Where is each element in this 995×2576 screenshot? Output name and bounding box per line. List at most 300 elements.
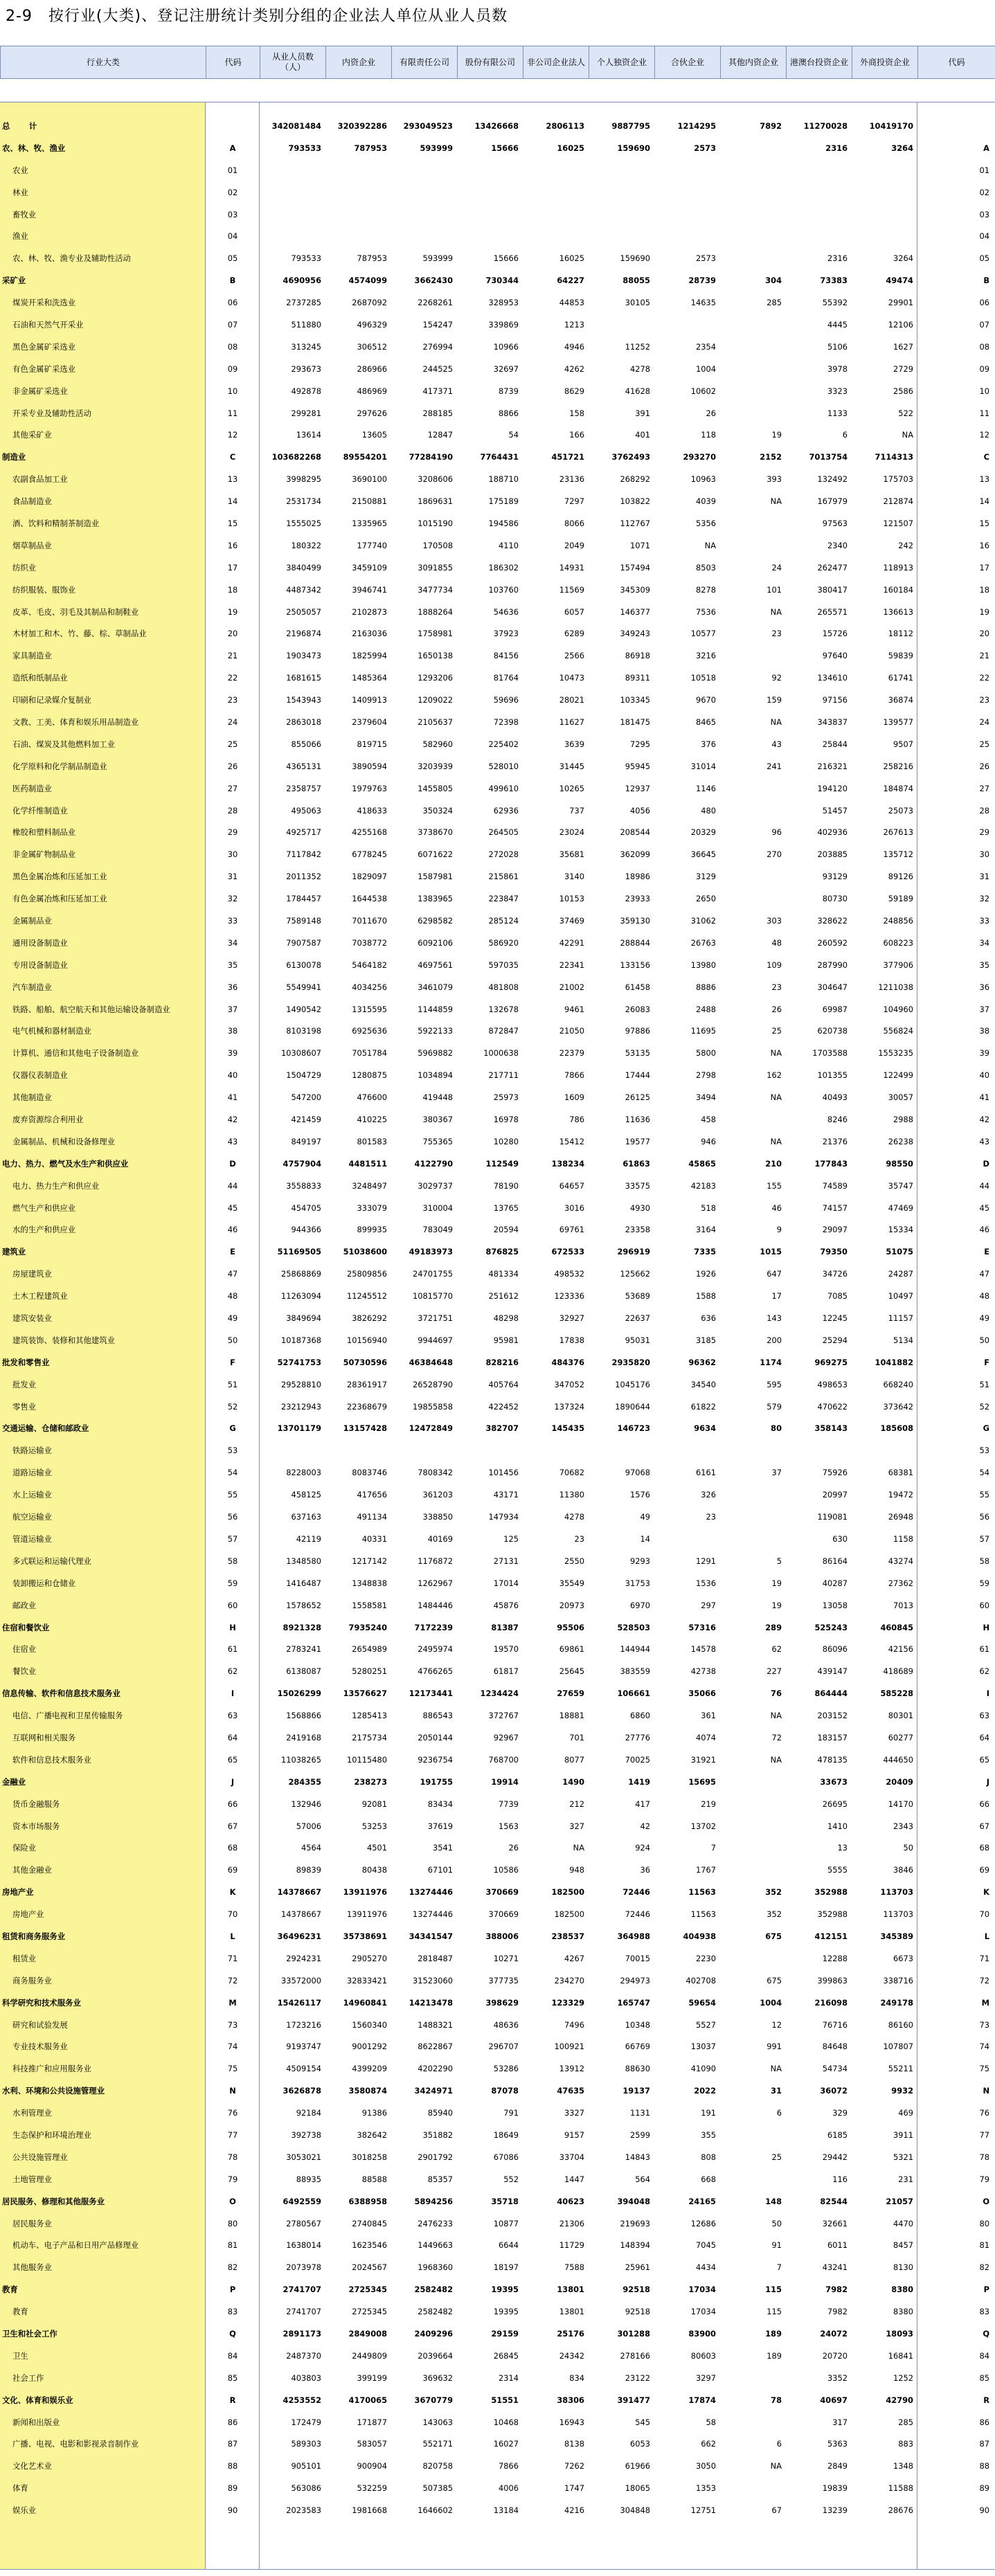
code-cell: K — [229, 1887, 236, 1898]
value-cell: 2741707 — [286, 2307, 321, 2317]
code-right-cell: 16 — [979, 540, 989, 550]
value-cell: 11263094 — [281, 1291, 321, 1301]
value-cell: 170508 — [422, 540, 453, 550]
value-cell: 1576 — [630, 1490, 650, 1500]
value-cell: 70025 — [625, 1754, 650, 1765]
value-cell: 53689 — [625, 1291, 650, 1301]
value-cell: 556824 — [883, 1026, 913, 1036]
value-cell: 9293 — [630, 1556, 650, 1566]
table-row — [0, 115, 995, 137]
code-cell: 37 — [227, 1004, 238, 1014]
value-cell: 1623546 — [352, 2240, 387, 2251]
value-cell: 109 — [767, 960, 782, 970]
table-row — [0, 1197, 995, 1219]
value-cell: 19 — [771, 430, 782, 440]
value-cell: 595 — [767, 1379, 782, 1389]
value-cell: 1968360 — [418, 2262, 453, 2273]
value-cell: 60277 — [888, 1732, 913, 1742]
value-cell: 293673 — [291, 363, 321, 374]
value-cell — [720, 2367, 786, 2389]
value-cell: 3890594 — [352, 761, 387, 771]
value-cell: 1252 — [893, 2372, 913, 2383]
code-right-cell: 81 — [979, 2240, 989, 2251]
value-cell: 294973 — [620, 1975, 650, 1985]
value-cell: 361 — [701, 1711, 716, 1721]
code-right-cell: 44 — [979, 1180, 989, 1191]
value-cell: 3762493 — [611, 452, 650, 462]
industry-name-cell: 教育 — [12, 2307, 28, 2317]
table-row — [0, 1329, 995, 1351]
value-cell: 15412 — [559, 1136, 584, 1146]
value-cell: 306512 — [357, 341, 387, 352]
value-cell: 647 — [767, 1269, 782, 1279]
value-cell: 3164 — [696, 1225, 716, 1235]
value-cell: 9001292 — [352, 2042, 387, 2052]
value-cell: 26948 — [888, 1512, 913, 1522]
code-cell: 35 — [227, 960, 238, 970]
value-cell: 123336 — [554, 1291, 584, 1301]
value-cell: 72446 — [622, 1887, 650, 1898]
value-cell: 26125 — [625, 1092, 650, 1103]
value-cell: 1578652 — [286, 1600, 321, 1610]
header-table — [0, 46, 995, 79]
value-cell: 1280875 — [352, 1070, 387, 1081]
value-cell: 10187368 — [281, 1335, 321, 1345]
table-row — [0, 1572, 995, 1594]
value-cell: 177843 — [814, 1158, 848, 1169]
code-cell: 33 — [227, 916, 238, 926]
value-cell: 37619 — [427, 1821, 453, 1831]
value-cell: 7 — [776, 2262, 782, 2273]
value-cell: 62936 — [493, 805, 519, 816]
value-cell: 35066 — [688, 1688, 716, 1699]
value-cell: 793533 — [288, 143, 321, 153]
table-row — [0, 800, 995, 822]
table-row — [0, 1175, 995, 1197]
value-cell: 2011352 — [286, 872, 321, 882]
table-row — [0, 777, 995, 800]
value-cell — [720, 534, 786, 557]
value-cell: 40287 — [822, 1578, 848, 1588]
value-cell: 303 — [767, 916, 782, 926]
value-cell: 1004 — [760, 1997, 782, 2008]
value-cell: 36 — [640, 1865, 650, 1875]
code-cell: 79 — [227, 2174, 238, 2184]
value-cell: 392738 — [291, 2129, 321, 2140]
value-cell: 248856 — [883, 916, 913, 926]
code-right-cell: R — [983, 2395, 989, 2405]
value-cell: 55392 — [822, 298, 848, 308]
value-cell: 4574099 — [348, 276, 387, 286]
code-cell: 67 — [227, 1821, 238, 1831]
table-row — [0, 2345, 995, 2367]
value-cell: 125 — [503, 1533, 519, 1544]
value-cell — [523, 181, 589, 204]
value-cell: 92 — [771, 673, 782, 683]
value-cell: 582960 — [422, 739, 453, 749]
code-cell: Q — [229, 2329, 236, 2339]
value-cell: 380417 — [817, 584, 848, 595]
value-cell: 1133 — [827, 408, 848, 418]
code-cell: 58 — [227, 1556, 238, 1566]
value-cell: 10153 — [559, 894, 584, 904]
value-cell: 36645 — [690, 849, 716, 860]
value-cell: 1646602 — [418, 2505, 453, 2516]
value-cell: 24072 — [820, 2329, 848, 2339]
value-cell: 370669 — [485, 1887, 519, 1898]
value-cell: 103345 — [620, 695, 650, 705]
value-cell: 85940 — [427, 2108, 453, 2118]
code-right-cell: 61 — [979, 1644, 989, 1655]
value-cell: 89311 — [625, 673, 650, 683]
value-cell: 95945 — [625, 761, 650, 771]
value-cell: 362099 — [620, 849, 650, 860]
value-cell: 481808 — [488, 982, 519, 992]
code-right-cell: C — [983, 452, 989, 462]
industry-name-cell: 资本市场服务 — [12, 1821, 60, 1831]
value-cell: 89554201 — [343, 452, 387, 462]
value-cell: 31445 — [559, 761, 584, 771]
header-joint-stock: 股份有限公司 — [458, 46, 523, 79]
value-cell: 265571 — [817, 606, 848, 617]
code-cell — [206, 115, 260, 137]
value-cell: 97563 — [822, 518, 848, 528]
value-cell: 9634 — [694, 1423, 716, 1434]
value-cell: 14378667 — [281, 1909, 321, 1920]
value-cell: 8278 — [696, 584, 716, 595]
industry-name-cell: 文化、体育和娱乐业 — [2, 2395, 73, 2405]
value-cell: 2316 — [825, 143, 848, 153]
value-cell: 1015 — [760, 1247, 782, 1257]
value-cell: 383559 — [620, 1666, 650, 1677]
value-cell: 26763 — [690, 937, 716, 948]
value-cell: 8921328 — [283, 1622, 321, 1632]
value-cell: 34540 — [690, 1379, 716, 1389]
industry-name-cell: 黑色金属矿采选业 — [12, 341, 76, 352]
value-cell: 1504729 — [286, 1070, 321, 1081]
value-cell: 92081 — [361, 1799, 387, 1809]
value-cell: 1419 — [628, 1776, 650, 1787]
value-cell — [720, 1859, 786, 1881]
value-cell: 17034 — [688, 2285, 716, 2295]
value-cell: 352 — [767, 1909, 782, 1920]
table-row — [0, 557, 995, 579]
value-cell: 499610 — [488, 783, 519, 793]
header-industry: 行业大类 — [1, 46, 206, 79]
value-cell: 418689 — [883, 1666, 913, 1677]
code-right-cell: 41 — [979, 1092, 989, 1103]
value-cell: 9193747 — [286, 2042, 321, 2052]
value-cell: 189 — [767, 2350, 782, 2361]
value-cell: 412151 — [814, 1931, 848, 1941]
value-cell — [325, 204, 391, 226]
value-cell: 2343 — [893, 1821, 913, 1831]
value-cell: 2340 — [827, 540, 848, 550]
value-cell: 37469 — [559, 916, 584, 926]
value-cell: 182500 — [554, 1909, 584, 1920]
value-cell: 91386 — [361, 2108, 387, 2118]
value-cell: 81387 — [491, 1622, 519, 1632]
industry-name-cell: 软件和信息技术服务业 — [12, 1754, 91, 1765]
table-row — [0, 1131, 995, 1153]
code-cell: 52 — [227, 1401, 238, 1412]
value-cell: 783049 — [422, 1225, 453, 1235]
value-cell: 8246 — [827, 1115, 848, 1125]
value-cell: 40169 — [427, 1533, 453, 1544]
industry-name-cell: 有色金属矿采选业 — [12, 363, 76, 374]
code-right-cell: 74 — [979, 2042, 989, 2052]
code-right-cell: 54 — [979, 1468, 989, 1478]
code-cell: 06 — [227, 298, 238, 308]
code-right-cell: 03 — [979, 209, 989, 219]
value-cell: 3738670 — [418, 827, 453, 838]
value-cell: 19472 — [888, 1490, 913, 1500]
code-right-cell: 19 — [979, 606, 989, 617]
code-cell: L — [230, 1931, 235, 1941]
code-right-cell: 45 — [979, 1203, 989, 1213]
code-right-cell: 72 — [979, 1975, 989, 1985]
value-cell: 328953 — [488, 298, 519, 308]
value-cell — [457, 1439, 523, 1461]
value-cell: 338850 — [422, 1512, 453, 1522]
value-cell: 10963 — [690, 474, 716, 485]
code-right-cell: N — [983, 2086, 989, 2096]
value-cell: 2022 — [694, 2086, 716, 2096]
page-title: 2-9 按行业(大类)、登记注册统计类别分组的企业法人单位从业人员数 — [6, 8, 508, 25]
value-cell: 10577 — [690, 629, 716, 639]
code-cell: P — [229, 2285, 236, 2295]
value-cell — [654, 181, 720, 204]
table-row — [0, 1594, 995, 1616]
code-right-cell: 26 — [979, 761, 989, 771]
value-cell: 194120 — [817, 783, 848, 793]
table-row — [0, 2168, 995, 2190]
value-cell: 162 — [767, 1070, 782, 1081]
industry-name-cell: 畜牧业 — [12, 209, 37, 219]
value-cell: 4946 — [564, 341, 584, 352]
value-cell — [720, 1108, 786, 1131]
table-row — [0, 1903, 995, 1925]
value-cell: 458125 — [291, 1490, 321, 1500]
value-cell: 59696 — [493, 695, 519, 705]
industry-name-cell: 文教、工美、体育和娱乐用品制造业 — [12, 717, 139, 727]
code-right-cell: 90 — [979, 2505, 989, 2516]
value-cell — [720, 2124, 786, 2146]
value-cell — [720, 512, 786, 534]
value-cell: 7038772 — [352, 937, 387, 948]
value-cell: 42156 — [888, 1644, 913, 1655]
value-cell: 13157428 — [343, 1423, 387, 1434]
value-cell: 24287 — [888, 1269, 913, 1279]
table-row — [0, 1793, 995, 1815]
value-cell: 13 — [837, 1843, 848, 1853]
value-cell: 4399209 — [352, 2064, 387, 2074]
value-cell: 26 — [771, 1004, 782, 1014]
industry-name-cell: 租赁业 — [12, 1953, 37, 1963]
value-cell — [720, 159, 786, 181]
value-cell: 5549941 — [286, 982, 321, 992]
value-cell: 2798 — [696, 1070, 716, 1081]
value-cell: 1488321 — [418, 2019, 453, 2030]
table-row — [0, 1461, 995, 1484]
value-cell: 23 — [771, 982, 782, 992]
value-cell: 144944 — [620, 1644, 650, 1655]
value-cell — [589, 204, 654, 226]
code-cell: 04 — [227, 231, 238, 242]
value-cell: 19577 — [625, 1136, 650, 1146]
code-right-cell: 15 — [979, 518, 989, 528]
value-cell: 828216 — [485, 1357, 519, 1367]
code-right-cell: A — [983, 143, 989, 153]
value-cell: 10265 — [559, 783, 584, 793]
value-cell: 3129 — [696, 872, 716, 882]
value-cell: 2024567 — [352, 2262, 387, 2273]
industry-name-cell: 居民服务、修理和其他服务业 — [2, 2196, 105, 2206]
value-cell: 2741707 — [283, 2285, 321, 2295]
value-cell: 2924231 — [286, 1953, 321, 1963]
value-cell: 399863 — [817, 1975, 848, 1985]
value-cell: 7536 — [696, 606, 716, 617]
code-cell: 40 — [227, 1070, 238, 1081]
value-cell: 69761 — [559, 1225, 584, 1235]
industry-name-cell: 电力、热力、燃气及水生产和供应业 — [2, 1158, 129, 1169]
code-cell: 24 — [227, 717, 238, 727]
value-cell: 4930 — [630, 1203, 650, 1213]
value-cell: 115 — [767, 2307, 782, 2317]
industry-name-cell: 房地产业 — [12, 1909, 44, 1920]
value-cell: 104960 — [883, 1004, 913, 1014]
value-cell: 12288 — [822, 1953, 848, 1963]
value-cell: 2650 — [696, 894, 716, 904]
value-cell: 2039664 — [418, 2350, 453, 2361]
value-cell: 32833421 — [347, 1975, 387, 1985]
value-cell — [391, 1439, 457, 1461]
value-cell: 74157 — [822, 1203, 848, 1213]
value-cell: 31753 — [625, 1578, 650, 1588]
header-domestic: 内资企业 — [326, 46, 392, 79]
value-cell: 2780567 — [286, 2218, 321, 2228]
value-cell: 19395 — [493, 2307, 519, 2317]
value-cell: 18881 — [559, 1711, 584, 1721]
code-right-cell: 47 — [979, 1269, 989, 1279]
value-cell: 36496231 — [277, 1931, 321, 1941]
value-cell: 1158 — [893, 1533, 913, 1544]
value-cell: 1000638 — [483, 1048, 519, 1059]
value-cell: 8066 — [564, 518, 584, 528]
value-cell: 17838 — [559, 1335, 584, 1345]
value-cell: 2783241 — [286, 1644, 321, 1655]
code-right-cell: 29 — [979, 827, 989, 838]
code-cell: 73 — [227, 2019, 238, 2030]
value-cell — [720, 2168, 786, 2190]
value-cell: 10271 — [493, 1953, 519, 1963]
value-cell: 112767 — [620, 518, 650, 528]
value-cell: 6289 — [564, 629, 584, 639]
value-cell: 6492559 — [283, 2196, 321, 2206]
value-cell: 25176 — [557, 2329, 584, 2339]
value-cell: 74589 — [822, 1180, 848, 1191]
value-cell: 547200 — [291, 1092, 321, 1103]
table-row — [0, 204, 995, 226]
value-cell: 293270 — [683, 452, 716, 462]
value-cell: 7866 — [564, 1070, 584, 1081]
value-cell: 98550 — [886, 1158, 913, 1169]
value-cell: 2573 — [696, 253, 716, 264]
code-right-cell: 05 — [979, 253, 989, 264]
value-cell: 3029737 — [418, 1180, 453, 1191]
value-cell: 528010 — [488, 761, 519, 771]
value-cell: 1214295 — [677, 120, 716, 131]
table-row — [0, 336, 995, 358]
value-cell: 451721 — [551, 452, 584, 462]
industry-name-cell: 铁路运输业 — [12, 1445, 52, 1456]
value-cell — [786, 225, 852, 247]
value-cell: 2725345 — [348, 2285, 387, 2295]
value-cell: 43241 — [822, 2262, 848, 2273]
industry-name-cell: 汽车制造业 — [12, 982, 52, 992]
value-cell: 11563 — [688, 1887, 716, 1898]
code-cell: O — [229, 2196, 236, 2206]
value-cell: 14635 — [690, 298, 716, 308]
value-cell: 36072 — [820, 2086, 848, 2096]
table-row — [0, 2256, 995, 2278]
value-cell — [720, 314, 786, 336]
value-cell: 67101 — [427, 1865, 453, 1875]
table-row — [0, 689, 995, 711]
value-cell: 119081 — [817, 1512, 848, 1522]
value-cell: 13239 — [822, 2505, 848, 2516]
code-cell: 48 — [227, 1291, 238, 1301]
value-cell: 2582482 — [418, 2307, 453, 2317]
value-cell: 4278 — [630, 363, 650, 374]
value-cell: 112549 — [485, 1158, 519, 1169]
value-cell: 946 — [701, 1136, 716, 1146]
table-row — [0, 1704, 995, 1727]
value-cell — [720, 1439, 786, 1461]
value-cell: 31523060 — [413, 1975, 453, 1985]
value-cell: 2740845 — [352, 2218, 387, 2228]
code-right-cell: P — [983, 2285, 989, 2295]
code-cell: N — [229, 2086, 236, 2096]
value-cell: 284355 — [288, 1776, 321, 1787]
table-row — [0, 822, 995, 844]
industry-name-cell: 科学研究和技术服务业 — [2, 1997, 81, 2008]
table-row — [0, 358, 995, 380]
value-cell: 95981 — [493, 1335, 519, 1345]
value-cell: 3323 — [827, 386, 848, 396]
value-cell: 88935 — [296, 2174, 321, 2184]
value-cell: 51457 — [822, 805, 848, 816]
code-right-cell: E — [984, 1247, 989, 1257]
value-cell: 2449809 — [352, 2350, 387, 2361]
value-cell: 42738 — [690, 1666, 716, 1677]
value-cell: 498653 — [817, 1379, 848, 1389]
value-cell: 23122 — [625, 2372, 650, 2383]
value-cell: 1209022 — [418, 695, 453, 705]
table-row — [0, 645, 995, 667]
value-cell: 3670779 — [414, 2395, 453, 2405]
value-cell: 1291 — [696, 1556, 716, 1566]
value-cell: 304848 — [620, 2505, 650, 2516]
value-cell: 86096 — [822, 1644, 848, 1655]
value-cell: 172479 — [291, 2417, 321, 2427]
value-cell: 1353 — [696, 2483, 716, 2494]
value-cell: 478135 — [817, 1754, 848, 1765]
code-right-cell: 43 — [979, 1136, 989, 1146]
value-cell: 33673 — [820, 1776, 848, 1787]
value-cell: 1723216 — [286, 2019, 321, 2030]
table-row — [0, 2411, 995, 2433]
